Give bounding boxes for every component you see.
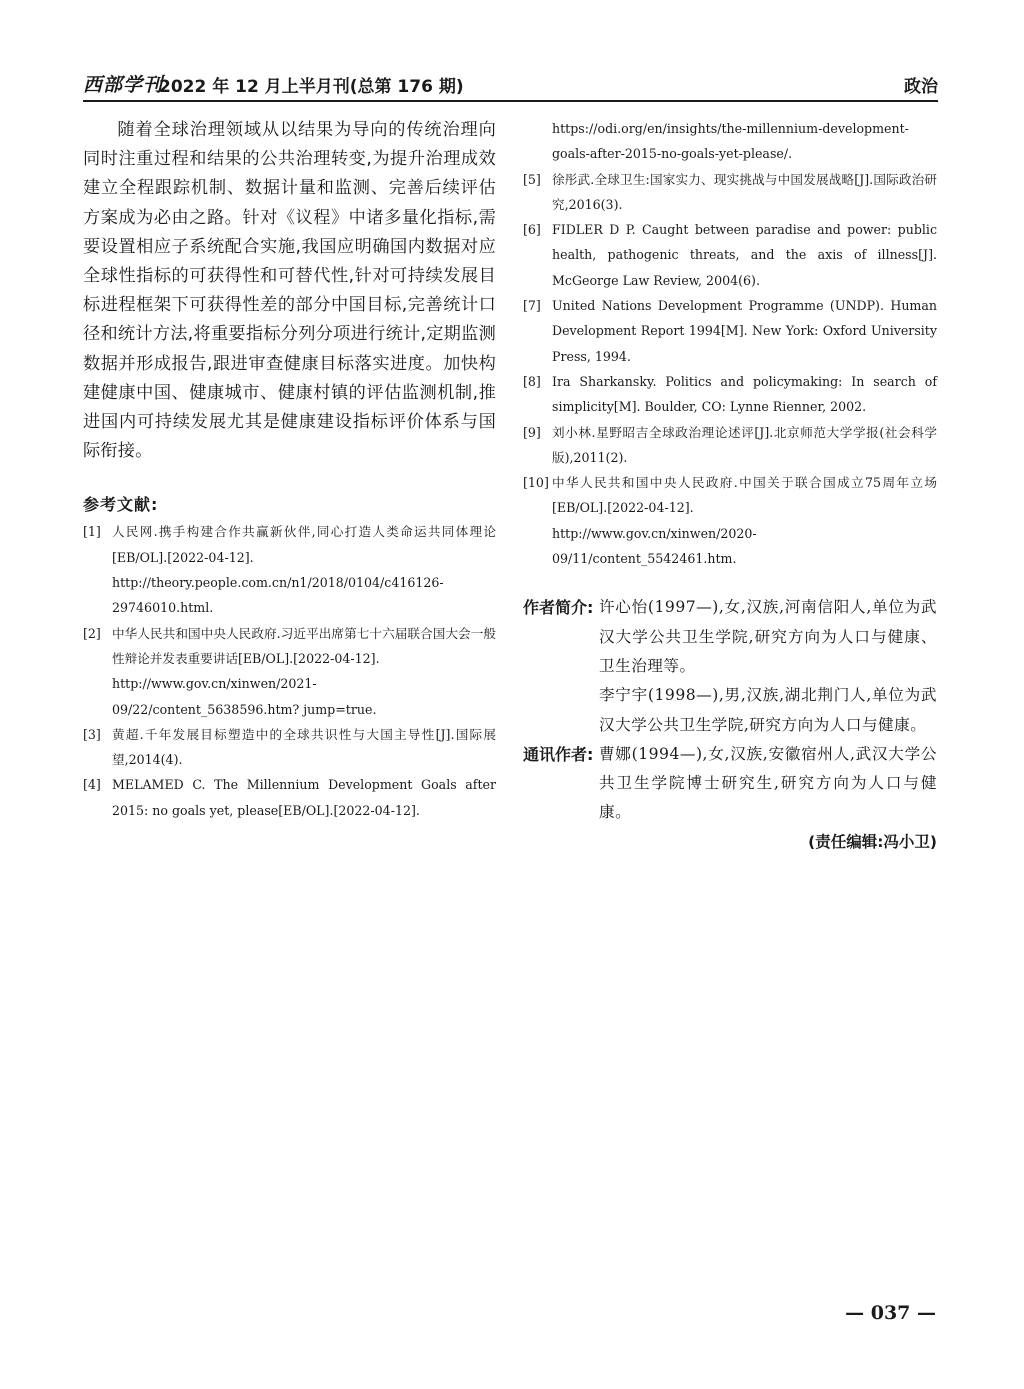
reference-item xyxy=(523,167,937,218)
reference-number: [5] xyxy=(523,171,541,187)
reference-text: 人民网.携手构建合作共赢新伙伴,同心打造人类命运共同体理论[EB/OL].[2022-04-12]. xyxy=(112,524,496,565)
reference-text: MELAMED C. The Millennium Development Goals after 2015: no goals yet, please[EB/OL].[2022-04-12]. xyxy=(112,777,496,818)
reference-list-left xyxy=(83,519,496,823)
corresponding-author-bio: 曹娜(1994—),女,汉族,安徽宿州人,武汉大学公共卫生学院博士研究生,研究方向为人口与健康。 xyxy=(599,744,937,822)
author-intro-label: 作者简介: xyxy=(523,598,594,618)
reference-item xyxy=(83,772,496,823)
editor-note: (责任编辑:冯小卫) xyxy=(808,832,937,851)
reference-number: [6] xyxy=(523,222,541,238)
reference-text: Ira Sharkansky. Politics and policymaking: In search of simplicity[M]. Boulder, CO: Lynne Rienner, 2002. xyxy=(552,373,937,415)
reference-item xyxy=(523,470,937,571)
reference-item xyxy=(523,217,937,293)
reference-item xyxy=(523,369,937,420)
reference-item xyxy=(523,420,937,471)
reference-item xyxy=(83,621,496,722)
reference-text: 徐彤武.全球卫生:国家实力、现实挑战与中国发展战略[J].国际政治研究,2016(3). xyxy=(552,171,937,212)
corresponding-author-label: 通讯作者: xyxy=(523,744,594,764)
reference-url: http://www.gov.cn/xinwen/2020-09/11/content_5542461.htm. xyxy=(552,525,757,567)
references-heading: 参考文献: xyxy=(83,495,159,515)
section-label: 政治 xyxy=(904,77,938,97)
reference-url: https://odi.org/en/insights/the-millennium-development-goals-after-2015-no-goals-yet-please/. xyxy=(552,121,909,162)
reference-number: [4] xyxy=(83,777,101,793)
page-number: — 037 — xyxy=(845,1302,936,1324)
page-header xyxy=(83,68,938,102)
body-paragraph: 随着全球治理领域从以结果为导向的传统治理向同时注重过程和结果的公共治理转变,为提升治理成效建立全程跟踪机制、数据计量和监测、完善后续评估方案成为必由之路。针对《议程》中诸多量化指标,需要设置相应子系统配合实施,我国应明确国内数据对应全球性指标的可获得性和可替代性,针对可持续发展目标进程框架下可获得性差的部分中国目标,完善统计口径和统计方法,将重要指标分列分项进行统计,定期监测数据并形成报告,跟进审查健康目标落实进度。加快构建健康中国、健康城市、健康村镇的评估监测机制,推进国内可持续发展尤其是健康建设指标评价体系与国际衔接。 xyxy=(83,120,496,462)
reference-text: FIDLER D P. Caught between paradise and power: public health, pathogenic threats, and the axis of illness[J]. McGeorge Law Review, 2004(6). xyxy=(552,222,937,288)
author-bio: 许心怡(1997—),女,汉族,河南信阳人,单位为武汉大学公共卫生学院,研究方向为人口与健康、卫生治理等。 xyxy=(599,598,937,675)
reference-item xyxy=(83,722,496,773)
author-bio: 李宁宇(1998—),男,汉族,湖北荆门人,单位为武汉大学公共卫生学院,研究方向为人口与健康。 xyxy=(599,686,937,734)
reference-text: 黄超.千年发展目标塑造中的全球共识性与大国主导性[J].国际展望,2014(4). xyxy=(112,726,496,768)
corresponding-author xyxy=(523,740,937,828)
journal-logo: 西部学刊 xyxy=(83,74,164,96)
reference-text: 刘小林.星野昭吉全球政治理论述评[J].北京师范大学学报(社会科学版),2011(2). xyxy=(552,424,937,465)
reference-text: 中华人民共和国中央人民政府.中国关于联合国成立75周年立场[EB/OL].[2022-04-12]. xyxy=(552,475,937,516)
reference-number: [1] xyxy=(83,524,101,540)
author-intro xyxy=(523,593,937,739)
reference-text: 中华人民共和国中央人民政府.习近平出席第七十六届联合国大会一般性辩论并发表重要讲话[EB/OL].[2022-04-12]. xyxy=(112,625,496,666)
reference-number: [3] xyxy=(83,726,101,742)
reference-item xyxy=(83,519,496,620)
header-rule xyxy=(83,100,938,102)
reference-number: [7] xyxy=(523,298,541,314)
reference-url: http://www.gov.cn/xinwen/2021-09/22/content_5638596.htm? jump=true. xyxy=(112,676,377,717)
reference-number: [10] xyxy=(523,475,549,491)
issue-info: 2022 年 12 月上半月刊(总第 176 期) xyxy=(159,77,464,97)
reference-number: [2] xyxy=(83,625,101,641)
reference-url: http://theory.people.com.cn/n1/2018/0104/c416126-29746010.html. xyxy=(112,575,444,616)
right-column xyxy=(523,116,937,852)
reference-text: United Nations Development Programme (UNDP). Human Development Report 1994[M]. New York: Oxford University Press, 1994. xyxy=(552,298,937,364)
left-column xyxy=(83,116,496,823)
reference-number: [8] xyxy=(523,373,541,389)
reference-item xyxy=(523,293,937,369)
reference-number: [9] xyxy=(523,424,541,440)
